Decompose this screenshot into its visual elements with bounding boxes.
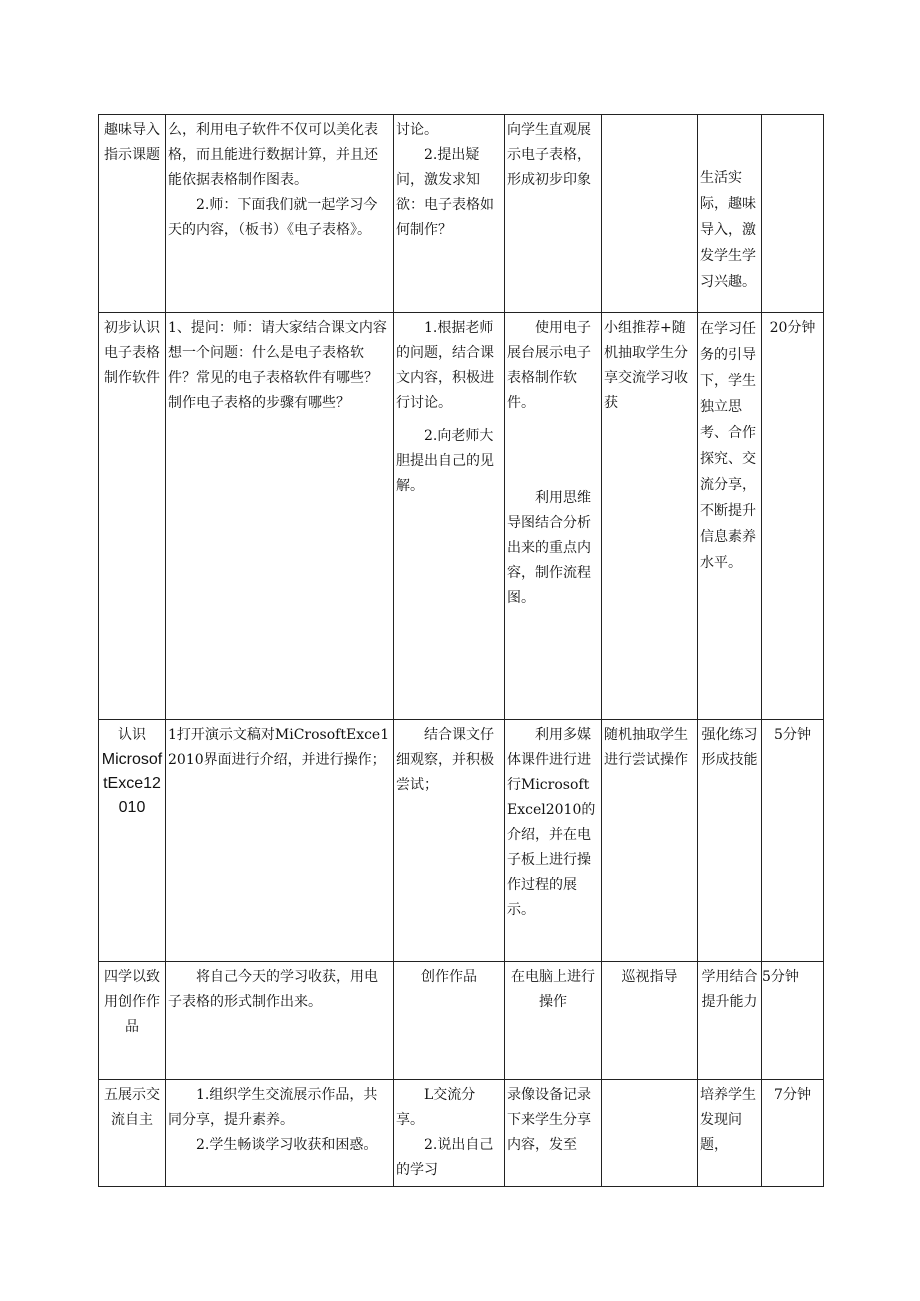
table-row: [99, 1080, 824, 1187]
media-cell: 录像设备记录下来学生分享内容，发至: [505, 1080, 602, 1187]
media-cell: 向学生直观展示电子表格，形成初步印象: [505, 115, 602, 313]
stage-cell: 初步认识电子表格制作软件: [99, 313, 166, 720]
intent-cell: 强化练习形成技能: [698, 720, 762, 962]
stage-cell: 四学以致用创作作品: [99, 962, 166, 1080]
intent-cell: 生活实际，趣味导入，激发学生学习兴趣。: [698, 115, 762, 313]
time-cell: 20分钟: [762, 313, 824, 720]
stage-cell: 趣味导入指示课题: [99, 115, 166, 313]
media-cell: 在电脑上进行操作: [505, 962, 602, 1080]
time-cell: 7分钟: [762, 1080, 824, 1187]
table-row: [99, 115, 824, 313]
evaluation-cell: [602, 115, 698, 313]
teacher-activity-cell: 将自己今天的学习收获，用电子表格的形式制作出来。: [166, 962, 394, 1080]
table-row: [99, 962, 824, 1080]
table-row: [99, 313, 824, 720]
teacher-activity-cell: 1.组织学生交流展示作品，共同分享，提升素养。 2.学生畅谈学习收获和困惑。: [166, 1080, 394, 1187]
evaluation-cell: [602, 1080, 698, 1187]
student-activity-cell: L交流分享。 2.说出自己的学习: [394, 1080, 505, 1187]
teacher-activity-cell: 么，利用电子软件不仅可以美化表格，而且能进行数据计算，并且还能依据表格制作图表。 2.师：下面我们就一起学习今天的内容，（板书）《电子表格》。: [166, 115, 394, 313]
teacher-activity-cell: 1、提问：师：请大家结合课文内容想一个问题：什么是电子表格软件？常见的电子表格软件有哪些？制作电子表格的步骤有哪些？: [166, 313, 394, 720]
student-activity-cell: 结合课文仔细观察，并积极尝试；: [394, 720, 505, 962]
teacher-activity-cell: 1打开演示文稿对MiCrosoftExce12010界面进行介绍，并进行操作；: [166, 720, 394, 962]
lesson-plan-table: [98, 114, 824, 1187]
evaluation-cell: 小组推荐+随机抽取学生分享交流学习收获: [602, 313, 698, 720]
student-activity-cell: 创作作品: [394, 962, 505, 1080]
intent-cell: 培养学生发现问题，: [698, 1080, 762, 1187]
intent-cell: 学用结合提升能力: [698, 962, 762, 1080]
table-row: [99, 720, 824, 962]
evaluation-cell: 随机抽取学生进行尝试操作: [602, 720, 698, 962]
student-activity-cell: 讨论。 2.提出疑问，激发求知欲：电子表格如何制作？: [394, 115, 505, 313]
time-cell: [762, 115, 824, 313]
stage-cell: 五展示交流自主: [99, 1080, 166, 1187]
student-activity-cell: 1.根据老师的问题，结合课文内容，积极进行讨论。 2.向老师大胆提出自己的见解。: [394, 313, 505, 720]
evaluation-cell: 巡视指导: [602, 962, 698, 1080]
time-cell: 5分钟: [762, 720, 824, 962]
media-cell: 使用电子展台展示电子表格制作软件。 利用思维导图结合分析出来的重点内容，制作流程图。: [505, 313, 602, 720]
media-cell: 利用多媒体课件进行进行MicrosoftExcel2010的介绍，并在电子板上进行操作过程的展示。: [505, 720, 602, 962]
intent-cell: 在学习任务的引导下，学生独立思考、合作探究、交流分享，不断提升信息素养水平。: [698, 313, 762, 720]
stage-cell: 认识 MicrosoftExce12010: [99, 720, 166, 962]
time-cell: 5分钟: [762, 962, 824, 1080]
